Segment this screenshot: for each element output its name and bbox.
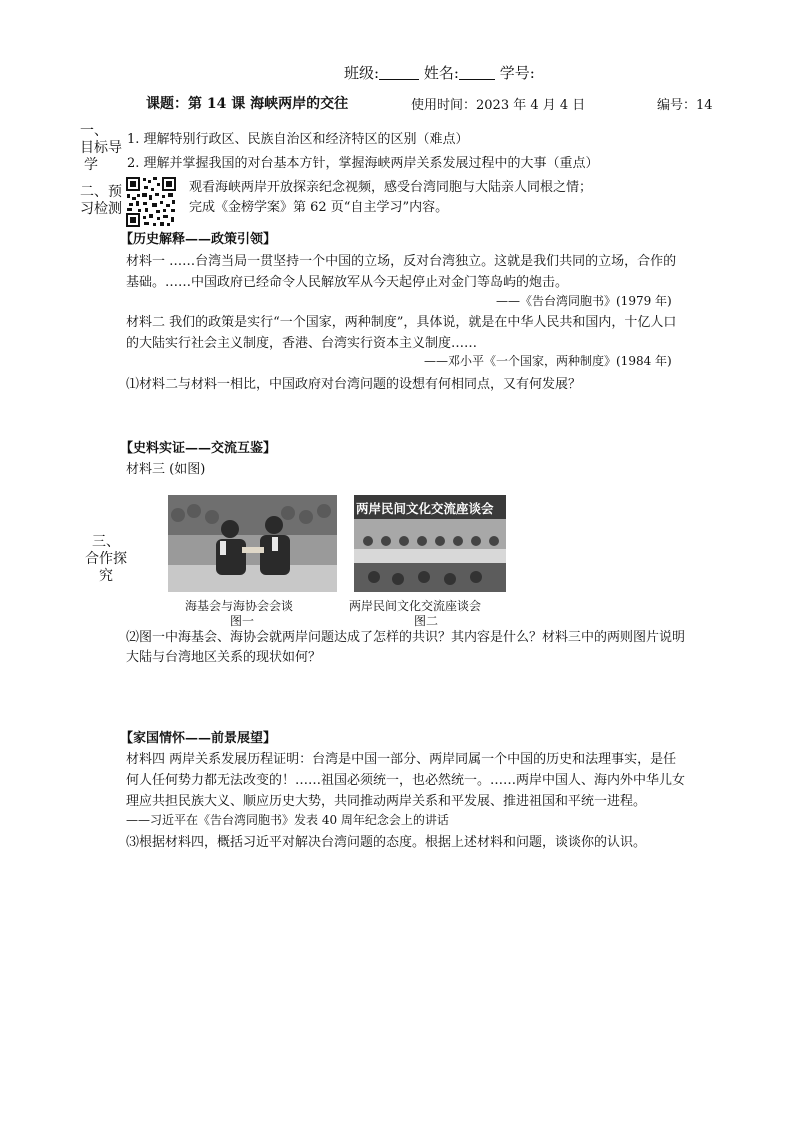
forum-banner-text: 两岸民间文化交流座谈会 bbox=[356, 501, 494, 516]
section-1-text: 目标导 bbox=[80, 140, 122, 156]
goal-1: 1. 理解特别行政区、民族自治区和经济特区的区别（难点） bbox=[127, 132, 469, 147]
use-date: 使用时间：2023 年 4 月 4 日 bbox=[411, 98, 586, 113]
preview-line-1: 观看海峡两岸开放探亲纪念视频，感受台湾同胞与大陆亲人同根之情； bbox=[189, 180, 593, 195]
material-1-source: ——《告台湾同胞书》(1979 年) bbox=[496, 294, 672, 308]
question-1: ⑴材料二与材料一相比，中国政府对台湾问题的设想有何相同点，又有何发展？ bbox=[126, 377, 582, 392]
class-blank[interactable] bbox=[379, 65, 419, 80]
section-3-label bbox=[82, 534, 130, 585]
id-label: 学号: bbox=[499, 64, 535, 82]
question-3: ⑶根据材料四，概括习近平对解决台湾问题的态度。根据上述材料和问题，谈谈你的认识。 bbox=[126, 835, 647, 850]
section-2-label bbox=[80, 184, 128, 218]
material-1-line-1: 材料一 ……台湾当局一贯坚持一个中国的立场，反对台湾独立。这就是我们共同的立场，合作的 bbox=[126, 254, 677, 269]
name-label: 姓名: bbox=[423, 64, 459, 82]
qr-code-icon[interactable] bbox=[125, 176, 177, 228]
material-2-line-1: 材料二 我们的政策是实行“一个国家，两种制度”，具体说，就是在中华人民共和国内，十亿人口 bbox=[126, 315, 677, 330]
section-1-label bbox=[80, 123, 128, 174]
doc-number: 编号：14 bbox=[657, 98, 713, 113]
material-4-line-3: 理应共担民族大义、顺应历史大势，共同推动两岸关系和平发展、推进祖国和平统一进程。 bbox=[126, 794, 647, 809]
name-blank[interactable] bbox=[459, 65, 495, 80]
figure-1-label: 图一 bbox=[230, 614, 255, 628]
section-1-num: 一、 bbox=[80, 123, 108, 139]
section-2-num: 二、预 bbox=[80, 184, 122, 200]
section-3-text2: 究 bbox=[99, 568, 113, 584]
section-3-num: 三、 bbox=[92, 534, 120, 550]
material-2-source: ——邓小平《一个国家，两种制度》(1984 年) bbox=[424, 354, 672, 368]
class-label: 班级: bbox=[344, 64, 380, 82]
photo-forum bbox=[354, 495, 506, 592]
lesson-topic: 课题：第 14 课 海峡两岸的交往 bbox=[146, 96, 349, 112]
question-2-line-2: 大陆与台湾地区关系的现状如何？ bbox=[126, 650, 322, 665]
photo-1-caption: 海基会与海协会会谈 bbox=[185, 599, 294, 613]
preview-line-2: 完成《金榜学案》第 62 页“自主学习”内容。 bbox=[189, 200, 449, 215]
question-2-line-1: ⑵图一中海基会、海协会就两岸问题达成了怎样的共识？其内容是什么？材料三中的两则图片说明 bbox=[126, 630, 686, 645]
material-4-line-2: 何人任何势力都无法改变的！……祖国必须统一，也必然统一。……两岸中国人、海内外中华儿女 bbox=[126, 773, 686, 788]
part2-heading: 【史料实证——交流互鉴】 bbox=[120, 441, 277, 456]
material-4-source: ——习近平在《告台湾同胞书》发表 40 周年纪念会上的讲话 bbox=[126, 813, 449, 827]
part1-heading: 【历史解释——政策引领】 bbox=[120, 232, 277, 247]
figure-2-label: 图二 bbox=[414, 614, 439, 628]
part3-heading: 【家国情怀——前景展望】 bbox=[120, 731, 277, 746]
material-3-label: 材料三 (如图) bbox=[126, 462, 206, 477]
material-4-line-1: 材料四 两岸关系发展历程证明：台湾是中国一部分、两岸同属一个中国的历史和法理事实，是任 bbox=[126, 752, 677, 767]
photo-2-caption: 两岸民间文化交流座谈会 bbox=[349, 599, 482, 613]
goal-2: 2. 理解并掌握我国的对台基本方针，掌握海峡两岸关系发展过程中的大事（重点） bbox=[127, 156, 599, 171]
student-info-line bbox=[344, 62, 535, 83]
section-2-text: 习检测 bbox=[80, 201, 122, 217]
section-1-text2: 学 bbox=[84, 157, 98, 173]
material-1-line-2: 基础。……中国政府已经命令人民解放军从今天起停止对金门等岛屿的炮击。 bbox=[126, 275, 569, 290]
photo-talks bbox=[168, 495, 337, 592]
section-3-text: 合作探 bbox=[85, 551, 127, 567]
material-2-line-2: 的大陆实行社会主义制度，香港、台湾实行资本主义制度…… bbox=[126, 336, 478, 351]
